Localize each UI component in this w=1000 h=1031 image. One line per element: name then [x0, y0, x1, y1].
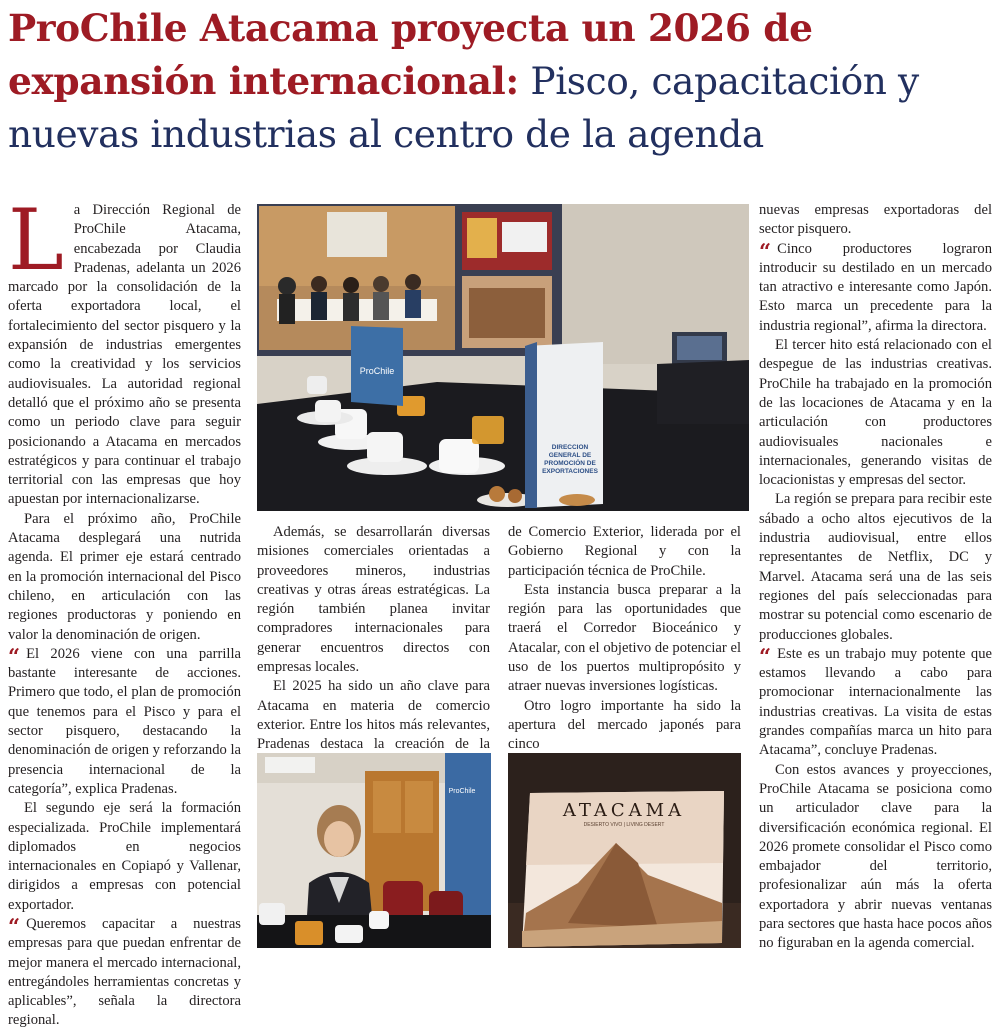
col2-paragraph-1: Además, se desarrollarán diversas misiones comerciales orientadas a proveedores mineros, industrias creativas y otras áreas estratégicas. La región también planea invitar compradores internacionales para generar encuentros directos con empresas locales. — [257, 524, 490, 676]
col3-paragraph-1: de Comercio Exterior, liderada por el Gobierno Regional y con la participación técnica de ProChile. — [508, 524, 741, 579]
col3-paragraph-3: Otro logro importante ha sido la apertura del mercado japonés para cinco — [508, 697, 741, 753]
book-cover-text: DIRECCIÓN GENERAL DE PROMOCIÓN DE EXPORTACIONES — [542, 444, 598, 475]
col1-quote-2-text: Queremos capacitar a nuestras empresas para que puedan enfrentar de mejor manera el mercado internacional, entregándoles herramientas concretas y aplicables”, señala la directora regional. — [8, 915, 241, 1029]
headline-blue: Pisco, capacitación y nuevas industrias al centro de la agenda — [8, 59, 919, 156]
column-3 — [508, 523, 741, 755]
col1-paragraph-2: Para el próximo año, ProChile Atacama desplegará una nutrida agenda. El primer eje estará centrado en la promoción internacional del Pisco chileno, en articulación con las regiones productoras y poniendo en valor la denominación de origen. — [8, 510, 241, 643]
main-photo — [257, 204, 749, 511]
col2-paragraph-2: El 2025 ha sido un año clave para Atacama en materia de comercio exterior. Entre los hitos más relevantes, Pradenas destaca la creación de la — [257, 678, 490, 753]
col4-quote-2 — [759, 645, 992, 761]
book-title: ATACAMA — [562, 800, 686, 821]
col1-paragraph-1: a Dirección Regional de ProChile Atacama, encabezada por Claudia Pradenas, adelanta un 2026 marcado por la consolidación de la oferta exportadora local, el fortalecimiento del sector pisquero y la expansión de industrias emergentes como la creatividad y los servicios audiovisuales. La autoridad regional detalló que el próximo año se presenta como un periodo clave para seguir posicionando a Atacama en mercados estratégicos y para continuar el trabajo territorial con las empresas que hoy apuestan por internacionalizarse. — [8, 202, 241, 508]
article-headline — [8, 2, 993, 161]
quote-mark-icon: “ — [8, 643, 21, 669]
col4-paragraph-6: Con estos avances y proyecciones, ProChile Atacama se posiciona como un articulador clave para la diversificación económica regional. El 2026 promete consolidar el Pisco como embajador del territorio, profesionalizar aún más la oferta exportadora y abrir nuevas ventanas para sectores que hasta hace pocos años no figuraban en la agenda comercial. — [759, 761, 992, 952]
quote-mark-icon: “ — [8, 913, 21, 939]
column-2 — [257, 523, 490, 774]
col1-quote-2 — [8, 915, 241, 1031]
col4-paragraph-3: El tercer hito está relacionado con el despegue de las industrias creativas. ProChile ha trabajado en la promoción de las locaciones de Atacama y en la articulación con productores audiovisuales nacionales e internacionales, generando visitas de locacionistas y empresas del sector. — [759, 337, 992, 489]
col4-quote-2-text: Este es un trabajo muy potente que estamos llevando a cabo para promocionar internacionalmente las industrias creativas. La visita de estas grandes compañías marca un hito para Atacama”, concluye Pradenas. — [759, 645, 992, 759]
col1-quote-1-text: El 2026 viene con una parrilla bastante interesante de acciones. Primero que todo, el plan de promoción que tenemos para el Pisco y para el sector pisquero, destacando la denominación de origen y reforzando la presencia internacional de la categoría”, explica Pradenas. — [8, 645, 242, 797]
drop-cap: L — [8, 191, 64, 289]
col1-quote-1 — [8, 645, 241, 799]
banner-brand: ProChile — [359, 366, 395, 376]
col4-quote-1-text: Cinco productores lograron introducir su destilado en un mercado tan atractivo e interesante como Japón. Esto marca un precedente para la industria regional”, afirma la directora. — [759, 240, 992, 334]
book-subtitle: DESIERTO VIVO | LIVING DESERT — [583, 822, 665, 828]
director-banner-brand: ProChile — [448, 788, 476, 795]
atacama-book-photo — [508, 753, 741, 948]
col4-paragraph-1: nuevas empresas exportadoras del sector pisquero. — [759, 202, 992, 238]
col1-paragraph-4: El segundo eje será la formación especializada. ProChile implementará diplomados en negocios internacionales en Copiapó y Vallenar, dirigidos a empresas con potencial exportador. — [8, 800, 241, 913]
quote-mark-icon: “ — [759, 643, 772, 669]
col3-paragraph-2: Esta instancia busca preparar a la región para las oportunidades que traerá el Corredor Bioceánico y Atacalar, con el objetivo de potenciar el uso de los puertos multipropósito y atraer nuevas inversiones logísticas. — [508, 581, 741, 695]
column-1 — [8, 191, 242, 1031]
headline-red: ProChile Atacama proyecta un 2026 de expansión internacional: — [8, 6, 813, 103]
director-photo — [257, 753, 491, 948]
col4-quote-1 — [759, 240, 992, 336]
column-4 — [759, 201, 992, 954]
col4-paragraph-4: La región se prepara para recibir este sábado a ocho altos ejecutivos de la industria audiovisual, entre ellos representantes de Netflix, DC y Marvel. Atacama será una de las seis regiones del país seleccionadas para mostrar su potencial como escenario de producciones globales. — [759, 491, 992, 643]
quote-mark-icon: “ — [759, 238, 772, 264]
